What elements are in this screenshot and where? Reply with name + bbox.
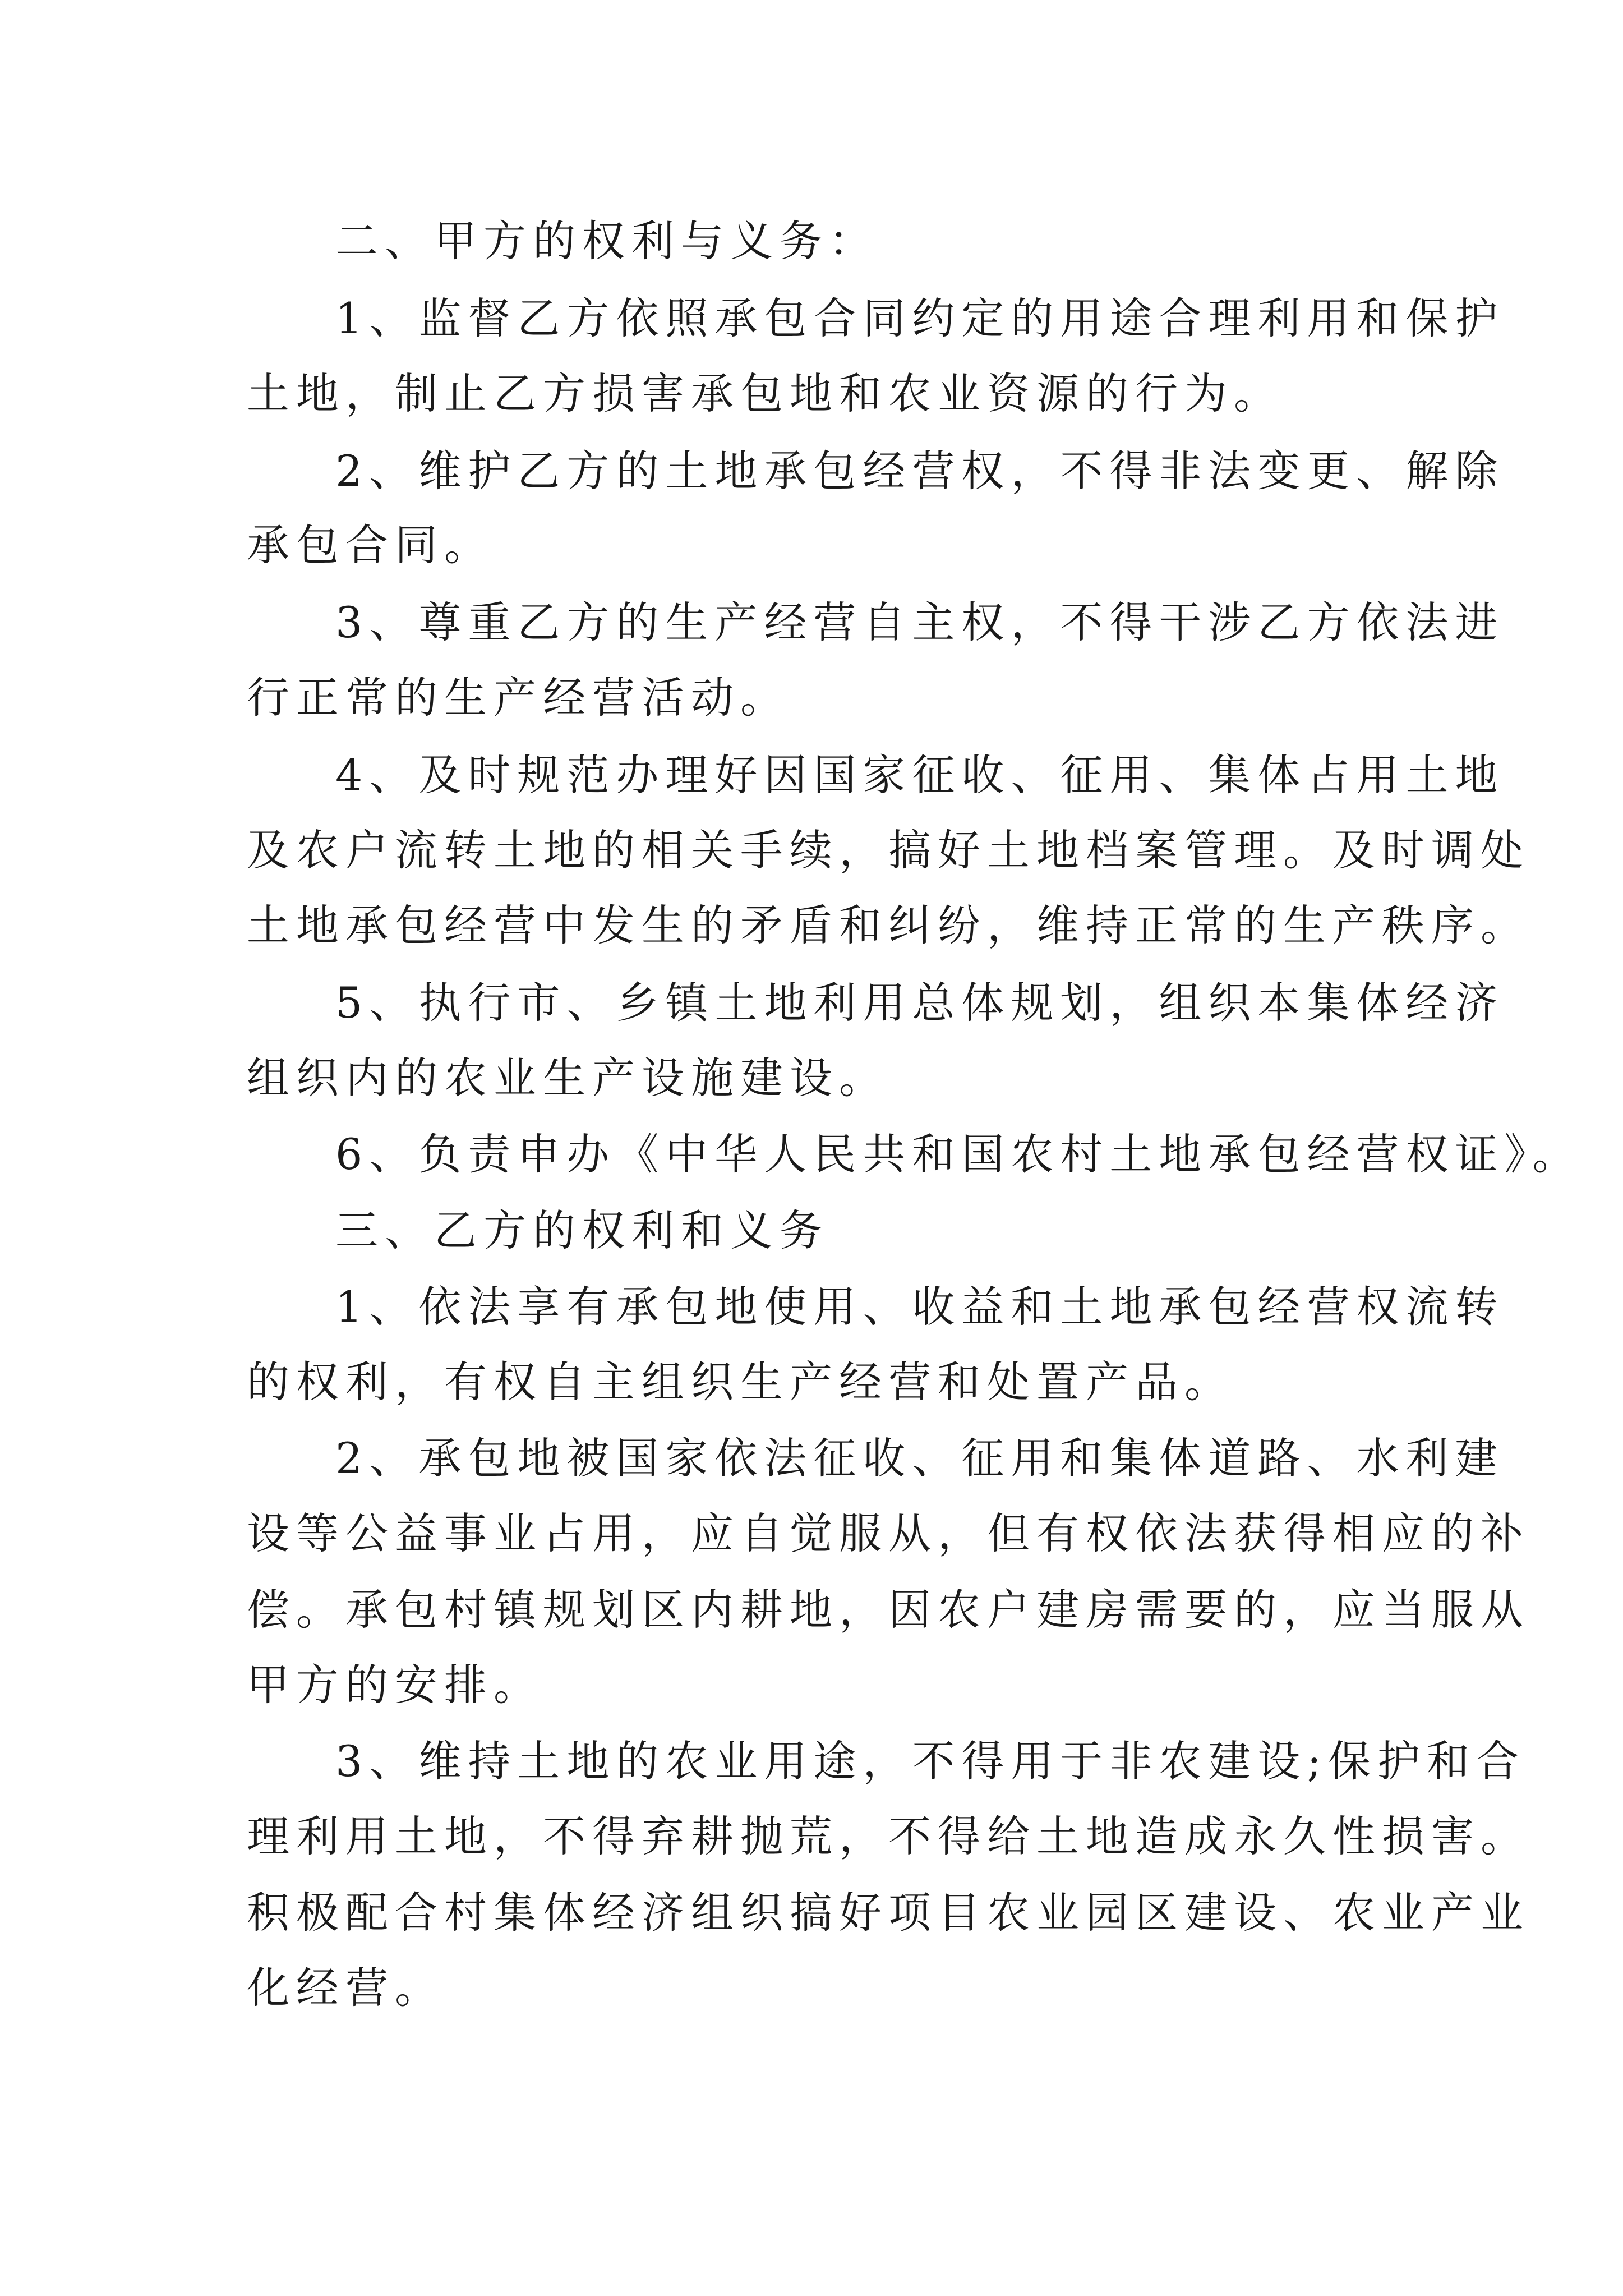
section-heading-party-a: 二、甲方的权利与义务：	[335, 216, 878, 266]
party-a-clause-5-line-1: 5、执行市、乡镇土地利用总体规划，组织本集体经济	[335, 978, 1505, 1028]
party-b-clause-2-line-1: 2、承包地被国家依法征收、征用和集体道路、水利建	[335, 1433, 1505, 1483]
party-a-clause-1-line-2: 土地，制止乙方损害承包地和农业资源的行为。	[247, 369, 1283, 418]
party-a-clause-5-line-2: 组织内的农业生产设施建设。	[247, 1053, 888, 1103]
party-a-clause-3-line-2: 行正常的生产经营活动。	[247, 673, 790, 723]
party-b-clause-2-line-2: 设等公益事业占用，应自觉服从，但有权依法获得相应的补	[247, 1508, 1530, 1558]
party-b-clause-2-line-4: 甲方的安排。	[247, 1660, 543, 1710]
party-b-clause-1-line-1: 1、依法享有承包地使用、收益和土地承包经营权流转	[335, 1282, 1505, 1332]
party-a-clause-6: 6、负责申办《中华人民共和国农村土地承包经营权证》。	[335, 1129, 1582, 1179]
party-a-clause-2-line-1: 2、维护乙方的土地承包经营权，不得非法变更、解除	[335, 446, 1505, 496]
party-b-clause-3-line-4: 化经营。	[247, 1963, 444, 2013]
party-a-clause-4-line-3: 土地承包经营中发生的矛盾和纠纷，维持正常的生产秩序。	[247, 900, 1530, 950]
section-heading-party-b: 三、乙方的权利和义务	[335, 1205, 829, 1255]
party-b-clause-2-line-3: 偿。承包村镇规划区内耕地，因农户建房需要的，应当服从	[247, 1585, 1530, 1635]
party-b-clause-3-line-1: 3、维持土地的农业用途，不得用于非农建设;保护和合	[335, 1736, 1525, 1786]
party-a-clause-4-line-1: 4、及时规范办理好因国家征收、征用、集体占用土地	[335, 750, 1505, 800]
party-a-clause-1-line-1: 1、监督乙方依照承包合同约定的用途合理利用和保护	[335, 293, 1505, 343]
party-a-clause-2-line-2: 承包合同。	[247, 520, 494, 570]
party-b-clause-3-line-2: 理利用土地，不得弃耕抛荒，不得给土地造成永久性损害。	[247, 1811, 1530, 1861]
party-a-clause-4-line-2: 及农户流转土地的相关手续，搞好土地档案管理。及时调处	[247, 825, 1530, 875]
party-a-clause-3-line-1: 3、尊重乙方的生产经营自主权，不得干涉乙方依法进	[335, 597, 1505, 647]
party-b-clause-3-line-3: 积极配合村集体经济组织搞好项目农业园区建设、农业产业	[247, 1888, 1530, 1938]
party-b-clause-1-line-2: 的权利，有权自主组织生产经营和处置产品。	[247, 1357, 1234, 1407]
